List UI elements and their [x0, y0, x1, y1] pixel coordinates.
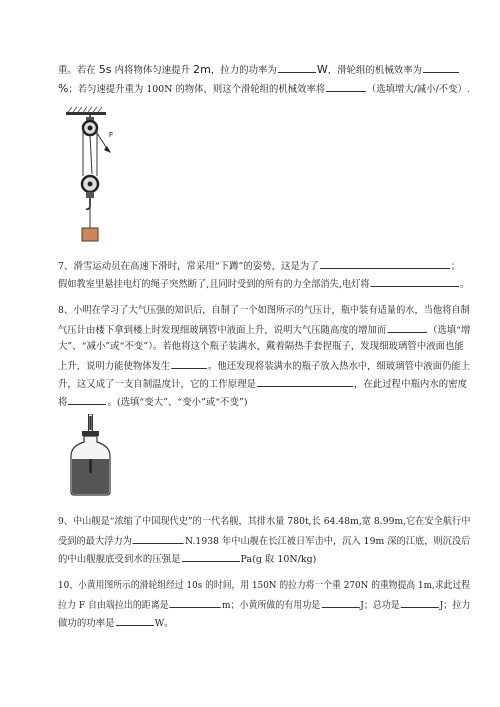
- q8-line-5: [58, 377, 470, 391]
- q10-question-text: 10、小黄用图所示的滑轮组经过 10s 的时间，用 150N 的拉力将一个重 270N 的重物提高 1m,求此过程: [58, 580, 471, 591]
- q10-line-1: [58, 580, 471, 592]
- q8-text: ，在此过程中瓶内水的密度: [353, 379, 468, 390]
- q8-text: 气压计由楼下拿到楼上时发现细玻璃管中液面上升，说明大气压随高度的增加而: [58, 325, 387, 336]
- q6-percent: %: [58, 82, 69, 95]
- q8-line-3: [58, 341, 470, 353]
- q7-text: ；: [450, 261, 461, 272]
- q6-time-value: 5s: [98, 63, 112, 76]
- answer-blank[interactable]: [401, 598, 439, 608]
- q7-question-text: 假如教室里悬挂电灯的绳子突然断了,且同时受到的所有的力全部消失,电灯将: [58, 279, 370, 290]
- q10-text: W。: [154, 618, 174, 629]
- answer-blank[interactable]: [133, 534, 184, 544]
- q8-line-2: [58, 323, 471, 337]
- q8-text: 大”、“减小”或“不变”）。若他将这个瓶子装满水，戴着隔热手套捏瓶子，发现细玻璃管中液面也能: [58, 341, 464, 352]
- q9-line-1: [58, 516, 471, 528]
- answer-blank[interactable]: [170, 598, 221, 608]
- answer-blank[interactable]: [423, 63, 459, 73]
- pulley-system-figure: [62, 104, 122, 246]
- q10-line-3: [58, 616, 470, 630]
- answer-blank[interactable]: [68, 395, 106, 405]
- answer-blank[interactable]: [257, 377, 353, 387]
- q7-line-2: [58, 277, 470, 291]
- q10-text: 做功的功率是: [58, 618, 115, 629]
- q10-text: 拉力 F 自由端拉出的距离是: [58, 600, 169, 611]
- q8-line-1: [58, 305, 470, 317]
- q9-text: N.1938 年中山舰在长江被日军击中，沉入 19m 深的江底，则沉没后: [184, 536, 471, 547]
- q9-text: 受到的最大浮力为: [58, 536, 132, 547]
- homemade-barometer-figure: [66, 414, 116, 496]
- q6-text: ；若匀速提升重为 100N 的物体，则这个滑轮组的机械效率将: [68, 84, 326, 95]
- answer-blank[interactable]: [326, 82, 366, 92]
- q7-text: 。: [460, 279, 470, 290]
- q6-text: 内将物体匀速提升: [111, 65, 194, 76]
- q7-question-text: 7、滑雪运动员在高速下滑时，常采用“下蹲”的姿势，这是为了: [58, 261, 319, 272]
- q9-question-text: 9、中山舰是“浓缩了中国现代史”的一代名舰，其排水量 780t,长 64.48m,宽 8.99m,它在安全航行中: [58, 516, 471, 527]
- q8-line-4: [58, 359, 471, 373]
- answer-blank[interactable]: [278, 63, 316, 73]
- answer-blank[interactable]: [116, 616, 154, 626]
- q10-text: J；拉力: [439, 600, 471, 611]
- q6-line-2: [58, 82, 470, 96]
- q8-question-text: 8、小明在学习了大气压强的知识后，自制了一个如图所示的气压计，瓶中装有适量的水，当他将自制: [58, 305, 470, 316]
- q10-text: J；总功是: [360, 600, 400, 611]
- answer-blank[interactable]: [371, 277, 459, 287]
- q9-line-2: [58, 534, 471, 548]
- q10-text: m；小黄所做的有用功是: [222, 600, 321, 611]
- q6-height-value: 2m: [193, 63, 211, 76]
- q6-text: 重。若在: [58, 65, 99, 76]
- answer-blank[interactable]: [320, 259, 450, 269]
- q9-text: 的中山舰舰底受到水的压强是: [58, 554, 181, 565]
- q6-text: （选填增大/减小/不变）.: [366, 84, 470, 95]
- answer-blank[interactable]: [171, 359, 207, 369]
- q8-line-6: [58, 395, 470, 409]
- q6-text: ，滑轮组的机械效率为: [327, 65, 423, 76]
- answer-blank[interactable]: [387, 323, 427, 333]
- q8-text: 上升，说明力能使物体发生: [58, 361, 171, 372]
- q7-line-1: [58, 259, 470, 273]
- answer-blank[interactable]: [182, 552, 240, 562]
- force-label: F: [109, 132, 114, 139]
- answer-blank[interactable]: [321, 598, 359, 608]
- q6-line-1: [58, 63, 470, 77]
- q8-text: 将: [58, 397, 68, 408]
- q6-text: ，拉力的功率为: [210, 65, 277, 76]
- q6-unit: W: [316, 63, 328, 76]
- q9-line-3: [58, 552, 470, 566]
- q8-text: 升，这又成了一支自制温度计，它的工作原理是: [58, 379, 256, 390]
- q9-text: Pa(g 取 10N/kg): [240, 554, 317, 565]
- q10-line-2: [58, 598, 471, 612]
- q8-text: 。他还发现将装满水的瓶子放入热水中，细玻璃管中液面仍能上: [208, 361, 471, 372]
- q8-text: 。(选填“变大”、“变小”或“不变”): [107, 397, 248, 408]
- q8-text: （选填“增: [428, 325, 471, 336]
